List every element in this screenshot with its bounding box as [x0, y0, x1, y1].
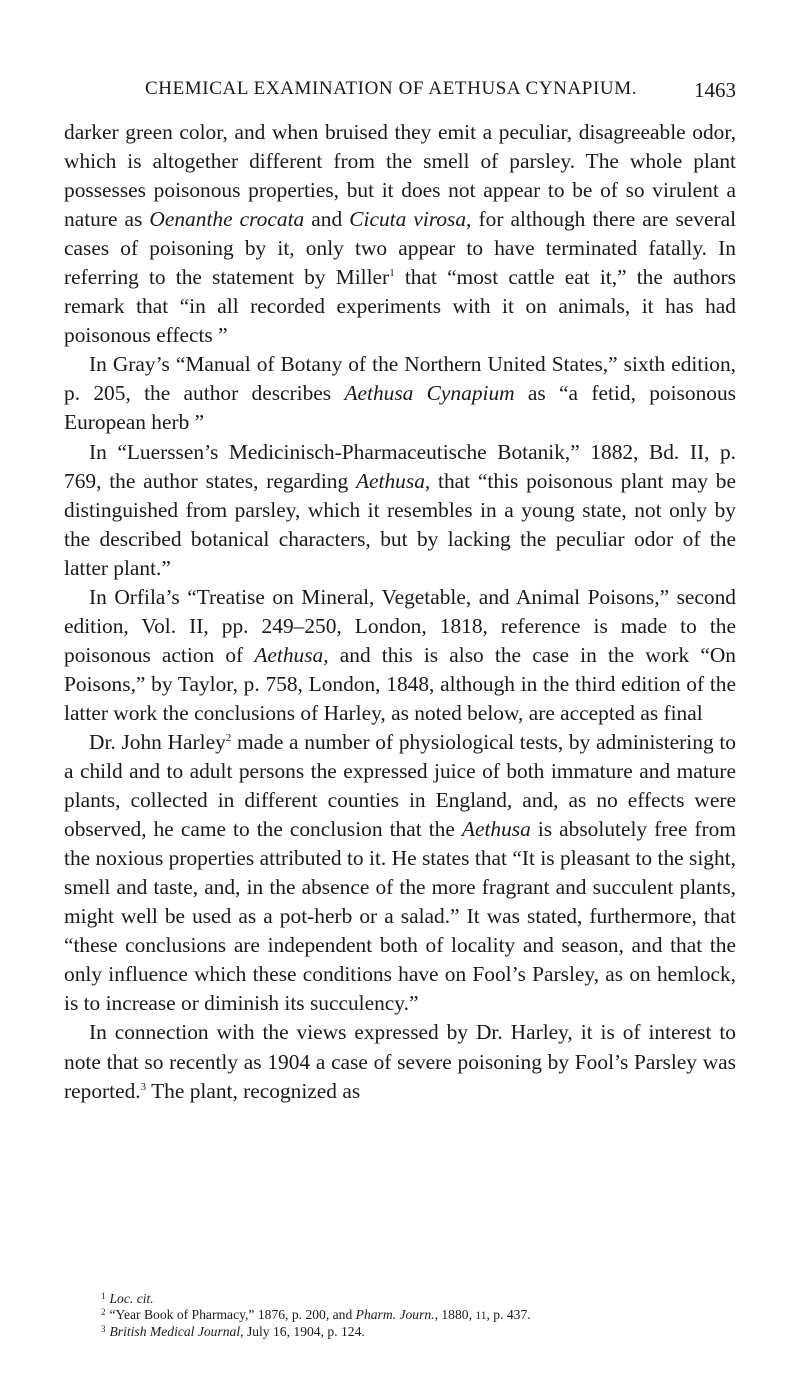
page-number: 1463	[694, 78, 736, 102]
text-run: In Orfila’s “Treatise on Mineral, Vegetable, and Animal Poisons,” second edition, Vol. II, pp. 249–250, London, 1818, reference is made to the poisonous action of	[64, 584, 736, 667]
paragraph-orfila	[64, 583, 736, 728]
footnote-ref: 3	[140, 1080, 147, 1093]
text-run: Dr. John Harley	[89, 729, 226, 754]
text-run: In connection with the views expressed by Dr. Harley, it is of interest to note that so recently as 1904 a case of severe poisoning by Fool’s Parsley was reported.	[64, 1020, 736, 1103]
body-text	[64, 118, 736, 1106]
footnotes	[64, 1291, 736, 1341]
paragraph-luerssen	[64, 438, 736, 583]
italic-text: British Medical Journal,	[109, 1324, 244, 1340]
text-run: , 1880,	[434, 1307, 476, 1323]
footnote-ref: 2	[225, 731, 232, 744]
italic-text: Aethusa	[461, 817, 531, 842]
text-run: is absolutely free from the noxious properties attributed to it. He states that “It is pleasant to the sight, smell and taste, and, in the absence of the more fragrant and succulent plants, might well be used as a pot-herb or a salad.” It was stated, furthermore, that “these conclusions are independent both of locality and season, and that the only influence which these conditions have on Fool’s Parsley, as on hemlock, is to increase or diminish its succulency.”	[64, 817, 736, 1016]
paragraph-gray-manual	[64, 350, 736, 437]
text-run: that “most cattle eat it,” the authors remark that “in all recorded experiments with it on animals, it has had poisonous effects ”	[64, 265, 736, 348]
text-run: , p. 437.	[486, 1307, 531, 1323]
footnote	[64, 1324, 736, 1340]
footnote-mark: 3	[101, 1324, 106, 1335]
paragraph-harley	[64, 728, 736, 1018]
italic-text: Aethusa Cynapium	[344, 381, 515, 406]
text-run: for although there are several cases of poisoning by it, only two appear to have terminated fatally. In referring to the statement by Miller	[64, 207, 737, 290]
italic-text: Loc. cit.	[109, 1291, 154, 1306]
text-run: and	[304, 207, 350, 232]
italic-text: Cicuta virosa,	[349, 207, 472, 232]
text-run: In “Luerssen’s Medicinisch-Pharmaceutische Botanik,” 1882, Bd. II, p. 769, the author states, regarding	[64, 439, 736, 493]
text-run: “Year Book of Pharmacy,” 1876, p. 200, and	[109, 1307, 356, 1323]
footnote	[64, 1291, 736, 1307]
text-run: made a number of physiological tests, by administering to a child and to adult persons the expressed juice of both immature and mature plants, collected in different counties in England, and, as no effects were observed, he came to the conclusion that the	[64, 729, 736, 842]
italic-text: Oenanthe crocata	[149, 207, 305, 232]
text-run: that “this poisonous plant may be distinguished from parsley, which it resembles in a young state, not only by the described botanical characters, but by lacking the peculiar odor of the latter plant.”	[64, 468, 736, 580]
text-run: and this is also the case in the work “On Poisons,” by Taylor, p. 758, London, 1848, although in the third edition of the latter work the conclusions of Harley, as noted below, are accepted as final	[64, 642, 736, 725]
footnote-ref: 1	[389, 267, 395, 280]
volume-number: 11	[475, 1309, 487, 1323]
text-run: The plant, recognized as	[146, 1078, 361, 1103]
text-run: July 16, 1904, p. 124.	[243, 1324, 365, 1340]
italic-text: Aethusa,	[355, 468, 431, 493]
footnote	[64, 1307, 736, 1324]
footnote-mark: 2	[101, 1307, 106, 1318]
paragraph-connection	[64, 1018, 736, 1105]
text-run: darker green color, and when bruised they emit a peculiar, disagreeable odor, which is altogether different from the smell of parsley. The whole plant possesses poisonous properties, but it does not appear to be of so virulent a nature as	[64, 120, 736, 232]
text-run: In Gray’s “Manual of Botany of the Northern United States,” sixth edition, p. 205, the author describes	[64, 352, 736, 406]
footnote-mark: 1	[101, 1291, 106, 1301]
text-run: as “a fetid, poisonous European herb ”	[64, 381, 736, 435]
running-header	[0, 78, 800, 108]
italic-text: Aethusa,	[254, 642, 329, 667]
paragraph-continued	[64, 118, 736, 350]
running-title: CHEMICAL EXAMINATION OF AETHUSA CYNAPIUM.	[145, 78, 638, 99]
italic-text: Pharm. Journ.	[355, 1307, 435, 1323]
